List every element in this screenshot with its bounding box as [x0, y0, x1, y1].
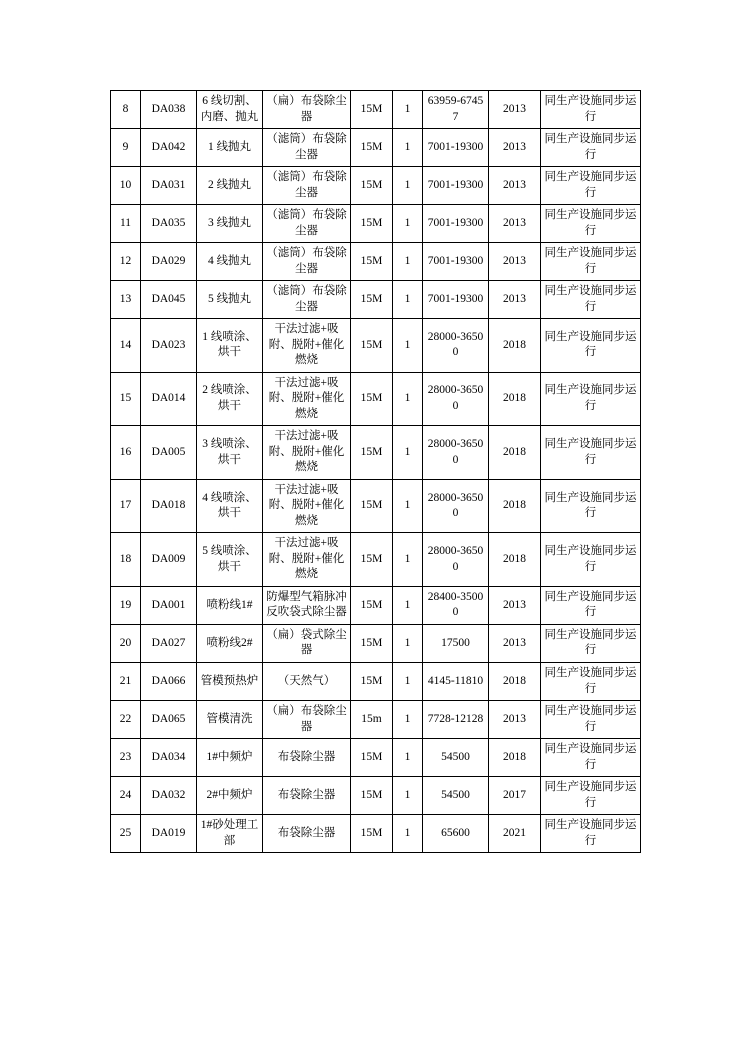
cell-no: 23 [111, 739, 141, 777]
cell-source: 3 线喷涂、烘干 [197, 426, 263, 480]
cell-code: DA066 [141, 662, 197, 700]
cell-count: 1 [393, 319, 423, 373]
cell-height: 15M [351, 479, 393, 533]
cell-investment: 28400-35000 [423, 586, 489, 624]
cell-year: 2013 [489, 586, 541, 624]
cell-source: 4 线喷涂、烘干 [197, 479, 263, 533]
table-container [110, 90, 640, 853]
cell-count: 1 [393, 129, 423, 167]
cell-count: 1 [393, 91, 423, 129]
cell-source: 3 线抛丸 [197, 205, 263, 243]
cell-runtime: 同生产设施同步运行 [541, 281, 641, 319]
cell-investment: 7001-19300 [423, 205, 489, 243]
cell-technology: 干法过滤+吸附、脱附+催化燃烧 [263, 426, 351, 480]
table-row [111, 205, 641, 243]
cell-runtime: 同生产设施同步运行 [541, 372, 641, 426]
cell-no: 17 [111, 479, 141, 533]
cell-runtime: 同生产设施同步运行 [541, 167, 641, 205]
cell-source: 5 线喷涂、烘干 [197, 533, 263, 587]
cell-height: 15M [351, 319, 393, 373]
cell-runtime: 同生产设施同步运行 [541, 662, 641, 700]
cell-year: 2013 [489, 205, 541, 243]
cell-code: DA038 [141, 91, 197, 129]
cell-technology: （扁）袋式除尘器 [263, 624, 351, 662]
cell-source: 2#中频炉 [197, 777, 263, 815]
cell-source: 4 线抛丸 [197, 243, 263, 281]
cell-height: 15M [351, 586, 393, 624]
cell-year: 2018 [489, 426, 541, 480]
table-row [111, 372, 641, 426]
cell-count: 1 [393, 479, 423, 533]
cell-count: 1 [393, 777, 423, 815]
cell-year: 2013 [489, 243, 541, 281]
cell-technology: （扁）布袋除尘器 [263, 91, 351, 129]
cell-count: 1 [393, 533, 423, 587]
cell-no: 21 [111, 662, 141, 700]
cell-height: 15M [351, 662, 393, 700]
cell-source: 管模预热炉 [197, 662, 263, 700]
cell-investment: 4145-11810 [423, 662, 489, 700]
cell-no: 25 [111, 815, 141, 853]
cell-source: 1 线喷涂、烘干 [197, 319, 263, 373]
cell-runtime: 同生产设施同步运行 [541, 739, 641, 777]
cell-no: 18 [111, 533, 141, 587]
table-row [111, 624, 641, 662]
cell-runtime: 同生产设施同步运行 [541, 815, 641, 853]
cell-runtime: 同生产设施同步运行 [541, 426, 641, 480]
cell-code: DA045 [141, 281, 197, 319]
cell-height: 15M [351, 205, 393, 243]
cell-year: 2018 [489, 662, 541, 700]
cell-source: 喷粉线2# [197, 624, 263, 662]
cell-code: DA014 [141, 372, 197, 426]
cell-source: 6 线切割、内磨、抛丸 [197, 91, 263, 129]
cell-height: 15M [351, 167, 393, 205]
cell-no: 16 [111, 426, 141, 480]
cell-no: 15 [111, 372, 141, 426]
cell-year: 2013 [489, 167, 541, 205]
cell-height: 15M [351, 129, 393, 167]
cell-count: 1 [393, 624, 423, 662]
table-body [111, 91, 641, 853]
cell-investment: 54500 [423, 739, 489, 777]
cell-year: 2013 [489, 701, 541, 739]
cell-year: 2018 [489, 533, 541, 587]
cell-investment: 28000-36500 [423, 426, 489, 480]
cell-source: 1#中频炉 [197, 739, 263, 777]
cell-source: 喷粉线1# [197, 586, 263, 624]
cell-technology: （滤筒）布袋除尘器 [263, 167, 351, 205]
table-row [111, 129, 641, 167]
cell-no: 10 [111, 167, 141, 205]
cell-runtime: 同生产设施同步运行 [541, 129, 641, 167]
cell-technology: （滤筒）布袋除尘器 [263, 205, 351, 243]
table-row [111, 319, 641, 373]
cell-count: 1 [393, 426, 423, 480]
cell-code: DA034 [141, 739, 197, 777]
cell-runtime: 同生产设施同步运行 [541, 701, 641, 739]
cell-investment: 7001-19300 [423, 129, 489, 167]
cell-investment: 28000-36500 [423, 479, 489, 533]
cell-investment: 65600 [423, 815, 489, 853]
cell-code: DA018 [141, 479, 197, 533]
table-row [111, 777, 641, 815]
cell-code: DA005 [141, 426, 197, 480]
cell-year: 2017 [489, 777, 541, 815]
cell-investment: 54500 [423, 777, 489, 815]
cell-code: DA029 [141, 243, 197, 281]
cell-height: 15M [351, 426, 393, 480]
cell-height: 15m [351, 701, 393, 739]
table-row [111, 739, 641, 777]
cell-count: 1 [393, 205, 423, 243]
cell-investment: 28000-36500 [423, 319, 489, 373]
table-row [111, 426, 641, 480]
cell-technology: 干法过滤+吸附、脱附+催化燃烧 [263, 479, 351, 533]
cell-runtime: 同生产设施同步运行 [541, 319, 641, 373]
cell-runtime: 同生产设施同步运行 [541, 533, 641, 587]
cell-code: DA035 [141, 205, 197, 243]
cell-source: 1 线抛丸 [197, 129, 263, 167]
cell-source: 管模清洗 [197, 701, 263, 739]
cell-year: 2013 [489, 129, 541, 167]
table-row [111, 533, 641, 587]
cell-year: 2018 [489, 739, 541, 777]
cell-investment: 63959-67457 [423, 91, 489, 129]
table-row [111, 479, 641, 533]
cell-source: 1#砂处理工部 [197, 815, 263, 853]
cell-source: 5 线抛丸 [197, 281, 263, 319]
cell-technology: 布袋除尘器 [263, 777, 351, 815]
cell-technology: （扁）布袋除尘器 [263, 701, 351, 739]
cell-investment: 7001-19300 [423, 243, 489, 281]
cell-height: 15M [351, 533, 393, 587]
table-row [111, 815, 641, 853]
cell-no: 14 [111, 319, 141, 373]
cell-count: 1 [393, 281, 423, 319]
cell-no: 24 [111, 777, 141, 815]
cell-no: 8 [111, 91, 141, 129]
cell-code: DA031 [141, 167, 197, 205]
table-row [111, 662, 641, 700]
cell-height: 15M [351, 243, 393, 281]
cell-code: DA065 [141, 701, 197, 739]
cell-technology: 干法过滤+吸附、脱附+催化燃烧 [263, 533, 351, 587]
cell-height: 15M [351, 739, 393, 777]
cell-no: 9 [111, 129, 141, 167]
cell-height: 15M [351, 91, 393, 129]
cell-height: 15M [351, 815, 393, 853]
cell-no: 22 [111, 701, 141, 739]
cell-code: DA009 [141, 533, 197, 587]
cell-investment: 17500 [423, 624, 489, 662]
cell-code: DA001 [141, 586, 197, 624]
cell-no: 20 [111, 624, 141, 662]
table-row [111, 586, 641, 624]
cell-year: 2021 [489, 815, 541, 853]
table-row [111, 167, 641, 205]
table-row [111, 243, 641, 281]
cell-runtime: 同生产设施同步运行 [541, 586, 641, 624]
cell-runtime: 同生产设施同步运行 [541, 777, 641, 815]
cell-year: 2013 [489, 281, 541, 319]
cell-runtime: 同生产设施同步运行 [541, 479, 641, 533]
cell-runtime: 同生产设施同步运行 [541, 243, 641, 281]
cell-year: 2018 [489, 319, 541, 373]
cell-technology: 干法过滤+吸附、脱附+催化燃烧 [263, 319, 351, 373]
cell-no: 11 [111, 205, 141, 243]
cell-height: 15M [351, 372, 393, 426]
cell-count: 1 [393, 586, 423, 624]
cell-count: 1 [393, 662, 423, 700]
cell-count: 1 [393, 167, 423, 205]
cell-technology: （天然气） [263, 662, 351, 700]
cell-source: 2 线喷涂、烘干 [197, 372, 263, 426]
cell-technology: 干法过滤+吸附、脱附+催化燃烧 [263, 372, 351, 426]
cell-year: 2018 [489, 479, 541, 533]
cell-count: 1 [393, 701, 423, 739]
cell-count: 1 [393, 815, 423, 853]
emission-facility-table [110, 90, 641, 853]
table-row [111, 91, 641, 129]
cell-runtime: 同生产设施同步运行 [541, 91, 641, 129]
cell-count: 1 [393, 739, 423, 777]
cell-year: 2013 [489, 91, 541, 129]
cell-technology: 布袋除尘器 [263, 739, 351, 777]
cell-count: 1 [393, 243, 423, 281]
cell-height: 15M [351, 777, 393, 815]
table-row [111, 701, 641, 739]
cell-technology: （滤筒）布袋除尘器 [263, 281, 351, 319]
cell-investment: 7001-19300 [423, 167, 489, 205]
cell-code: DA023 [141, 319, 197, 373]
cell-code: DA019 [141, 815, 197, 853]
cell-investment: 7728-12128 [423, 701, 489, 739]
cell-runtime: 同生产设施同步运行 [541, 624, 641, 662]
cell-no: 13 [111, 281, 141, 319]
cell-technology: 防爆型气箱脉冲反吹袋式除尘器 [263, 586, 351, 624]
cell-height: 15M [351, 624, 393, 662]
cell-no: 12 [111, 243, 141, 281]
cell-code: DA027 [141, 624, 197, 662]
cell-code: DA042 [141, 129, 197, 167]
cell-technology: 布袋除尘器 [263, 815, 351, 853]
table-row [111, 281, 641, 319]
cell-investment: 28000-36500 [423, 533, 489, 587]
cell-investment: 7001-19300 [423, 281, 489, 319]
cell-height: 15M [351, 281, 393, 319]
cell-year: 2018 [489, 372, 541, 426]
cell-no: 19 [111, 586, 141, 624]
cell-code: DA032 [141, 777, 197, 815]
cell-technology: （滤筒）布袋除尘器 [263, 129, 351, 167]
cell-investment: 28000-36500 [423, 372, 489, 426]
cell-technology: （滤筒）布袋除尘器 [263, 243, 351, 281]
cell-count: 1 [393, 372, 423, 426]
cell-runtime: 同生产设施同步运行 [541, 205, 641, 243]
cell-source: 2 线抛丸 [197, 167, 263, 205]
cell-year: 2013 [489, 624, 541, 662]
